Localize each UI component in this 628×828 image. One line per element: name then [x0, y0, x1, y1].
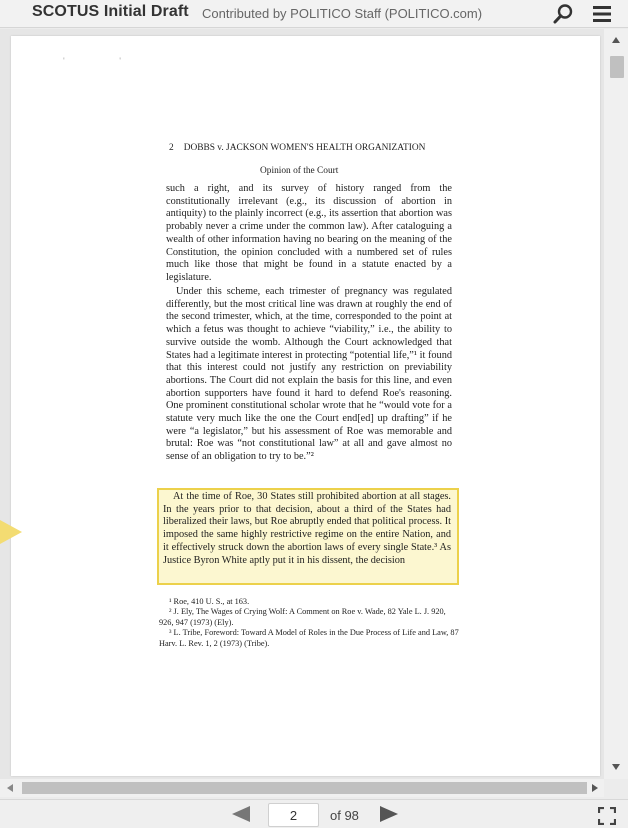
opinion-label: Opinion of the Court — [260, 166, 339, 176]
vertical-scrollbar[interactable] — [604, 29, 628, 779]
footnote: ² J. Ely, The Wages of Crying Wolf: A Comment on Roe v. Wade, 82 Yale L. J. 920, 926, 947 (1973) (Ely). — [159, 607, 446, 627]
page-number-input[interactable] — [268, 803, 319, 827]
horizontal-scrollbar[interactable] — [0, 779, 604, 797]
page-number: 2 — [169, 143, 174, 153]
document-page — [11, 36, 600, 776]
fullscreen-icon — [598, 807, 616, 825]
scroll-up-arrow-icon[interactable] — [612, 37, 620, 43]
search-icon — [552, 3, 574, 25]
scroll-down-arrow-icon[interactable] — [612, 764, 620, 770]
hamburger-menu-icon — [592, 4, 612, 24]
pagination-bar — [0, 799, 628, 828]
paragraph: Under this scheme, each trimester of pregnancy was regulated differently, but the most critical line was drawn at roughly the end of the second trimester, which, at the time, corresponded to the point at which a fetus was thought to achieve “viability,” i.e., the ability to survive outside the womb. Although the Court acknowledged that States had a legitimate interest in protecting “potential life,”¹ it found that this interest could not justify any restriction on previability abortions. The Court did not explain the basis for this line, and even abortion supporters have found it hard to defend Roe's reasoning. One prominent constitutional scholar wrote that he “would vote for a statute very much like the one the Court end[ed] up drafting” if he were “a legislator,” but his assessment of Roe was memorable and brutal: Roe was “not constitutional law” at all and gave almost no sense of an obligation to try to be.”² — [166, 286, 452, 463]
next-page-icon[interactable] — [380, 806, 398, 822]
vertical-scroll-thumb[interactable] — [610, 56, 624, 78]
highlighted-paragraph: At the time of Roe, 30 States still prohibited abortion at all stages. In the years prior to that decision, about a third of the States had liberalized their laws, but Roe abruptly ended that political process. It imposed the same highly restrictive regime on the entire Nation, and it effectively struck down the abortion laws of every single State.³ As Justice Byron White aptly put it in his dissent, the decision — [163, 491, 451, 566]
menu-button[interactable] — [588, 0, 616, 28]
running-head — [169, 143, 425, 153]
scroll-left-arrow-icon[interactable] — [7, 784, 13, 792]
page-count: of 98 — [330, 808, 359, 823]
document-title: SCOTUS Initial Draft — [32, 3, 189, 20]
fullscreen-button[interactable] — [598, 807, 616, 825]
case-title: DOBBS v. JACKSON WOMEN'S HEALTH ORGANIZATION — [183, 143, 426, 153]
footnotes — [159, 597, 459, 649]
paragraph: such a right, and its survey of history ranged from the constitutionally irrelevant (e.g., its discussion of abortion in antiquity) to the plainly incorrect (e.g., its assertion that abortion was probably never a crime under the common law). After cataloguing a wealth of other information having no bearing on the meaning of the Constitution, the opinion concluded with a numbered set of rules much like those that might be found in a statute enacted by a legislature. — [166, 183, 452, 283]
scroll-right-arrow-icon[interactable] — [592, 784, 598, 792]
document-viewport[interactable] — [0, 29, 628, 779]
footnote: ³ L. Tribe, Foreword: Toward A Model of Roles in the Due Process of Life and Law, 87 Harv. L. Rev. 1, 2 (1973) (Tribe). — [159, 628, 459, 648]
contributor-credit: Contributed by POLITICO Staff (POLITICO.com) — [202, 6, 483, 21]
horizontal-scroll-thumb[interactable] — [22, 782, 587, 794]
search-button[interactable] — [549, 0, 577, 28]
page-scan-marks: ' ' — [63, 56, 147, 66]
footnote: ¹ Roe, 410 U. S., at 163. — [169, 597, 250, 606]
highlight-marker-tab[interactable] — [0, 520, 22, 544]
header-bar — [0, 0, 628, 28]
previous-page-icon[interactable] — [232, 806, 250, 822]
